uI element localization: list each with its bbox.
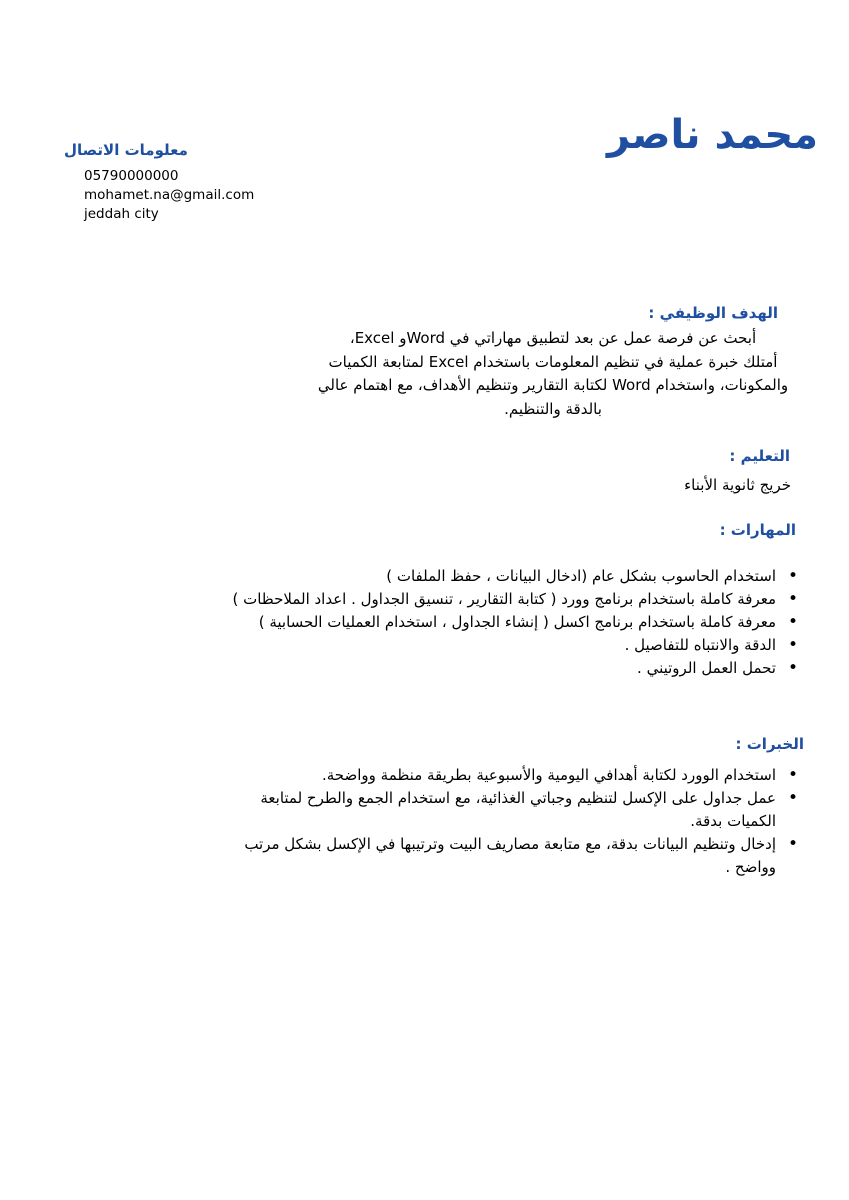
experience-title: الخبرات : — [735, 735, 804, 753]
objective-paragraph — [273, 327, 833, 421]
objective-line: أبحث عن فرصة عمل عن بعد لتطبيق مهاراتي في Wordو Excel، — [349, 329, 757, 347]
list-item: • تحمل العمل الروتيني . — [220, 657, 800, 680]
list-item: • الدقة والانتباه للتفاصيل . — [220, 634, 800, 657]
list-item: • استخدام الوورد لكتابة أهدافي اليومية والأسبوعية بطريقة منظمة وواضحة. — [244, 764, 800, 787]
education-title: التعليم : — [729, 447, 790, 465]
list-item: • إدخال وتنظيم البيانات بدقة، مع متابعة مصاريف البيت وترتيبها في الإكسل بشكل مرتب وواضح . — [244, 833, 800, 879]
list-item: • معرفة كاملة باستخدام برنامج وورد ( كتابة التقارير ، تنسيق الجداول . اعداد الملاحظات ) — [220, 588, 800, 611]
objective-line: أمتلك خبرة عملية في تنظيم المعلومات باستخدام Excel لمتابعة الكميات — [328, 352, 778, 371]
experience-list — [244, 764, 800, 879]
list-item: • استخدام الحاسوب بشكل عام (ادخال البيانات ، حفظ الملفات ) — [220, 565, 800, 588]
contact-info-list — [84, 167, 254, 224]
objective-title: الهدف الوظيفي : — [648, 304, 778, 322]
person-name: محمد ناصر — [606, 112, 818, 158]
objective-line: والمكونات، واستخدام Word لكتابة التقارير وتنظيم الأهداف، مع اهتمام عالي — [317, 376, 789, 394]
skills-list — [220, 565, 800, 680]
contact-info-title: معلومات الاتصال — [64, 141, 188, 159]
skills-title: المهارات : — [719, 521, 796, 539]
city: jeddah city — [84, 206, 159, 222]
list-item: • عمل جداول على الإكسل لتنظيم وجباتي الغذائية، مع استخدام الجمع والطرح لمتابعة الكميات بدقة. — [244, 787, 800, 833]
email-address: mohamet.na@gmail.com — [84, 187, 255, 203]
education-text: خريج ثانوية الأبناء — [684, 476, 791, 494]
phone-number: 05790000000 — [84, 168, 179, 184]
objective-line: بالدقة والتنظيم. — [504, 399, 602, 418]
list-item: • معرفة كاملة باستخدام برنامج اكسل ( إنشاء الجداول ، استخدام العمليات الحسابية ) — [220, 611, 800, 634]
